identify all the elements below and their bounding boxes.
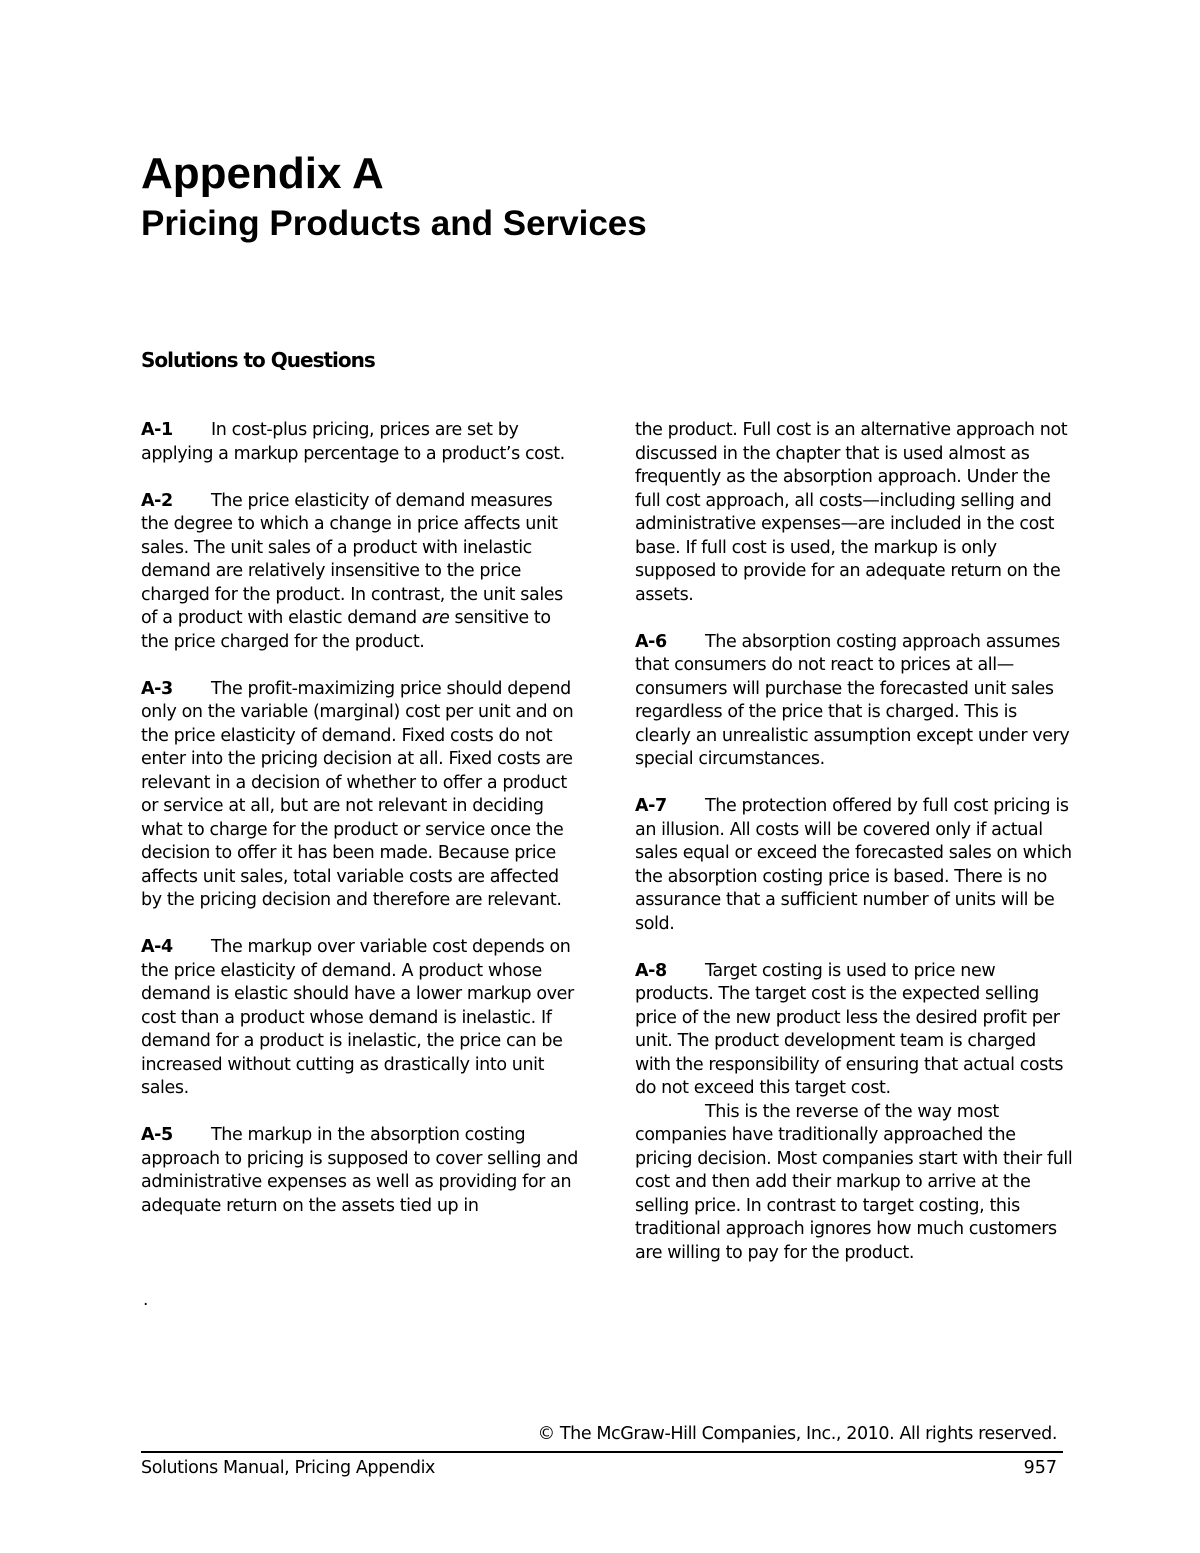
page-number: 957	[1023, 1458, 1057, 1478]
left-column	[141, 419, 581, 1242]
question-emphasis: are	[421, 608, 450, 628]
question-a8-paragraph-2	[635, 1101, 1075, 1266]
question-label: A-4	[141, 937, 173, 957]
question-a3	[141, 678, 581, 913]
question-a4	[141, 936, 581, 1101]
question-a6	[635, 631, 1075, 772]
question-label: A-7	[635, 796, 667, 816]
question-label: A-6	[635, 631, 667, 652]
question-a1	[141, 419, 581, 466]
question-a8	[635, 960, 1075, 1101]
question-text: Target costing is used to price new products. The target cost is the expected selling price of the new product less the desired profit per unit. The product development team is charged with the responsibility of ensuring that actual costs do not exceed this target cost.	[635, 960, 1064, 1098]
section-heading: Solutions to Questions	[141, 348, 375, 372]
question-text: The profit-maximizing price should depend only on the variable (marginal) cost per unit and on the price elasticity of demand. Fixed costs do not enter into the pricing decision at all. Fixed costs are relevant in a decision of whether to offer a product or service at all, but are not relevant in deciding what to charge for the product or service once the decision to offer it has been made. Because price affects unit sales, total variable costs are affected by the pricing decision and therefore are relevant.	[141, 678, 574, 910]
question-label: A-1	[141, 420, 173, 440]
page-title: Appendix A	[141, 149, 384, 198]
question-label: A-2	[141, 490, 173, 511]
copyright-notice: © The McGraw-Hill Companies, Inc., 2010. All rights reserved.	[537, 1424, 1057, 1444]
right-column	[635, 419, 1075, 1289]
question-text: This is the reverse of the way most companies have traditionally approached the pricing decision. Most companies start with their full cost and then add their markup to arrive at the selling price. In contrast to target costing, this traditional approach ignores how much customers are willing to pay for the product.	[635, 1101, 1073, 1263]
question-text: The protection offered by full cost pricing is an illusion. All costs will be covered only if actual sales equal or exceed the forecasted sales on which the absorption costing price is based. There is no assurance that a sufficient number of units will be sold.	[635, 796, 1072, 934]
question-a5	[141, 1124, 581, 1218]
question-text: In cost-plus pricing, prices are set by applying a markup percentage to a product’s cost.	[141, 420, 565, 464]
question-text: The markup over variable cost depends on the price elasticity of demand. A product whose demand is elastic should have a lower markup over cost than a product whose demand is inelastic. If demand for a product is inelastic, the price can be increased without cutting as drastically into unit sales.	[141, 937, 574, 1098]
stray-mark: .	[143, 1290, 149, 1310]
question-a2	[141, 490, 581, 655]
question-a7	[635, 795, 1075, 936]
question-label: A-8	[635, 960, 667, 981]
question-text: The price elasticity of demand measures the degree to which a change in price affects unit sales. The unit sales of a product with inelastic demand are relatively insensitive to the price charged for the product. In contrast, the unit sales of a product with elastic demand	[141, 490, 563, 628]
question-label: A-5	[141, 1125, 173, 1145]
footer-title: Solutions Manual, Pricing Appendix	[141, 1458, 436, 1478]
question-text: The absorption costing approach assumes that consumers do not react to prices at all—consumers will purchase the forecasted unit sales regardless of the price that is charged. This is clearly an unrealistic assumption except under very special circumstances.	[635, 631, 1070, 769]
question-text: sensitive to the price charged for the product.	[141, 608, 551, 652]
question-label: A-3	[141, 678, 173, 699]
question-a5-continuation: the product. Full cost is an alternative approach not discussed in the chapter that is used almost as frequently as the absorption approach. Under the full cost approach, all costs—including selling and administrative expenses—are included in the cost base. If full cost is used, the markup is only supposed to provide for an adequate return on the assets.	[635, 420, 1068, 605]
footer-divider	[141, 1451, 1063, 1453]
page-subtitle: Pricing Products and Services	[141, 204, 647, 243]
question-text: The markup in the absorption costing approach to pricing is supposed to cover selling and administrative expenses as well as providing for an adequate return on the assets tied up in	[141, 1125, 578, 1216]
